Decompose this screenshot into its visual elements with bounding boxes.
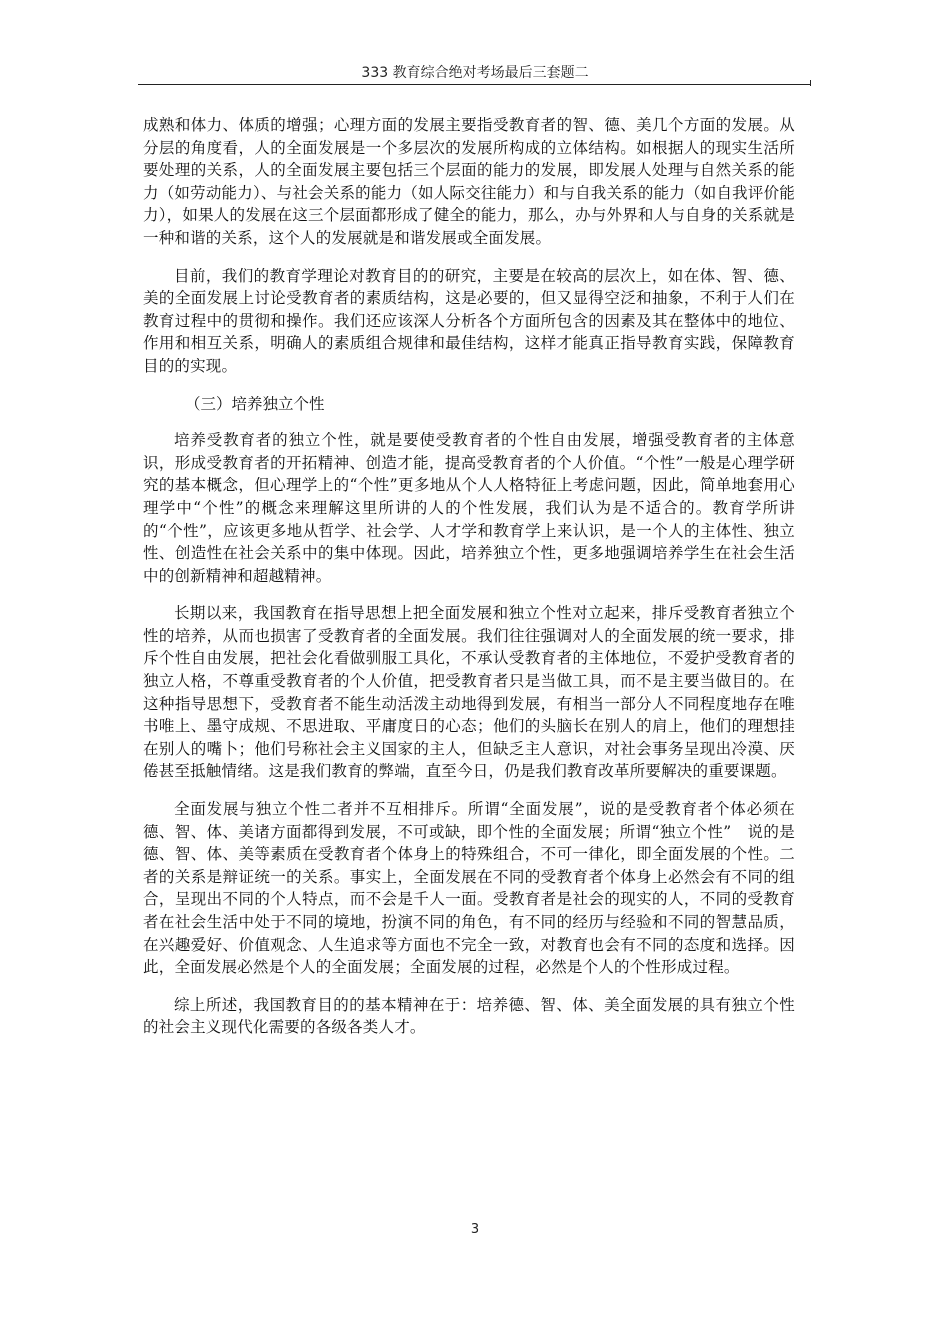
paragraph-continuation: 成熟和体力、体质的增强；心理方面的发展主要指受教育者的智、德、美几个方面的发展。从分层的角度看，人的全面发展是一个多层次的发展所构成的立体结构。如根据人的现实生活所要处理的关系，人的全面发展主要包括三个层面的能力的发展，即发展人处理与自然关系的能力（如劳动能力）、与社会关系的能力（如人际交往能力）和与自我关系的能力（如自我评价能力），如果人的发展在这三个层面都形成了健全的能力，那么，办与外界和人与自身的关系就是一种和谐的关系，这个人的发展就是和谐发展或全面发展。 <box>143 116 795 247</box>
page-body <box>143 114 795 1054</box>
paragraph-dialectical-relation: 全面发展与独立个性二者并不互相排斥。所谓“全面发展”，说的是受教育者个体必须在德、智、体、美诸方面都得到发展，不可或缺，即个性的全面发展；所谓“独立个性” 说的是德、智、体、美等素质在受教育者个体身上的特殊组合，不可一律化，即全面发展的个性。二者的关系是辩证统一的关系。事实上，全面发展在不同的受教育者个体身上必然会有不同的组合，呈现出不同的个人特点，而不会是千人一面。受教育者是社会的现实的人，不同的受教育者在社会生活中处于不同的境地，扮演不同的角色，有不同的经历与经验和不同的智慧品质，在兴趣爱好、价值观念、人生追求等方面也不完全一致，对教育也会有不同的态度和选择。因此，全面发展必然是个人的全面发展；全面发展的过程，必然是个人的个性形成过程。 <box>143 800 795 977</box>
section-heading-independent-personality: （三）培养独立个性 <box>185 394 325 413</box>
paragraph-summary: 综上所述，我国教育目的的基本精神在于：培养德、智、体、美全面发展的具有独立个性的社会主义现代化需要的各级各类人才。 <box>143 995 795 1037</box>
header-title: 333 教育综合绝对考场最后三套题二 <box>361 65 589 81</box>
header-rule-tick <box>810 80 811 86</box>
paragraph-personality-definition: 培养受教育者的独立个性，就是要使受教育者的个性自由发展，增强受教育者的主体意识，形成受教育者的开拓精神、创造才能，提高受教育者的个人价值。“个性”一般是心理学研究的基本概念，但心理学上的“个性”更多地从个人人格特征上考虑问题，因此，简单地套用心理学中“个性”的概念来理解这里所讲的人的个性发展，我们认为是不适合的。教育学所讲的“个性”，应该更多地从哲学、社会学、人才学和教育学上来认识，是一个人的主体性、独立性、创造性在社会关系中的集中体现。因此，培养独立个性，更多地强调培养学生在社会生活中的创新精神和超越精神。 <box>143 431 795 585</box>
paragraph-historical-problem: 长期以来，我国教育在指导思想上把全面发展和独立个性对立起来，排斥受教育者独立个性的培养，从而也损害了受教育者的全面发展。我们往往强调对人的全面发展的统一要求，排斥个性自由发展，把社会化看做驯服工具化，不承认受教育者的主体地位，不爱护受教育者的独立人格，不尊重受教育者的个人价值，把受教育者只是当做工具，而不是主要当做目的。在这种指导思想下，受教育者不能生动活泼主动地得到发展，有相当一部分人不同程度地存在唯书唯上、墨守成规、不思进取、平庸度日的心态；他们的头脑长在别人的肩上，他们的理想挂在别人的嘴卜；他们号称社会主义国家的主人，但缺乏主人意识，对社会事务呈现出冷漠、厌倦甚至抵触情绪。这是我们教育的弊端，直至今日，仍是我们教育改革所要解决的重要课题。 <box>143 604 795 781</box>
header-rule <box>138 84 810 85</box>
paragraph-research-focus: 目前，我们的教育学理论对教育目的的研究，主要是在较高的层次上，如在体、智、德、美的全面发展上讨论受教育者的素质结构，这是必要的，但又显得空泛和抽象，不利于人们在教育过程中的贯彻和操作。我们还应该深人分析各个方面所包含的因素及其在整体中的地位、作用和相互关系，明确人的素质组合规律和最佳结构，这样才能真正指导教育实践，保障教育目的的实现。 <box>143 266 795 375</box>
page-number: 3 <box>470 1222 480 1237</box>
